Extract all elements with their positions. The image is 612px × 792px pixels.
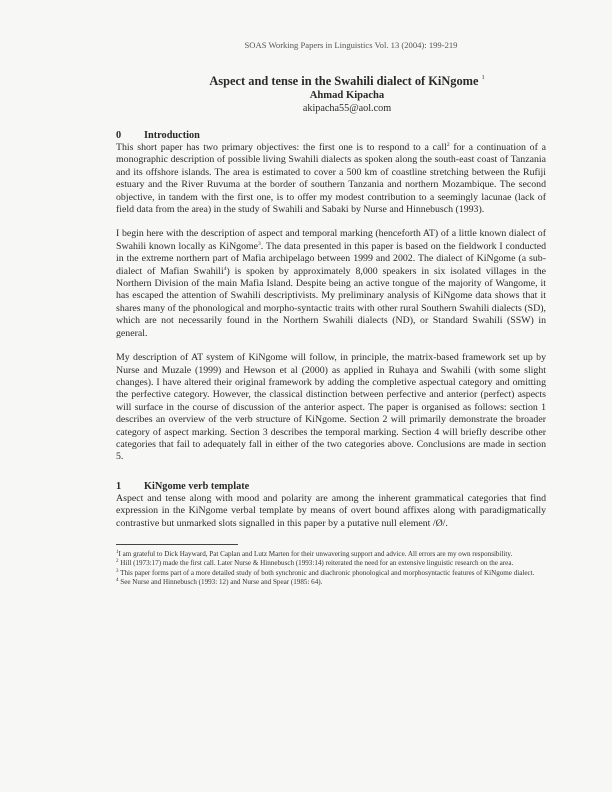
footnote-mark: 1 <box>116 549 119 555</box>
footnote-ref: 2 <box>446 142 450 148</box>
paragraph-text: ) is spoken by approximately 8,000 speakers in six isolated villages in the Northern Division of the main Mafia Island. Despite being an active tongue of the majority of Wangome, it has escaped the attention of Swahili descriptivists. My preliminary analysis of KiNgome data shows that it shares many of the phonological and morpho-syntactic traits with other rural Southern Swahili dialects (SD), which are not necessarily found in the Northern Swahili dialects (ND), or Standard Swahili (SSW) in general. <box>116 265 546 339</box>
paragraph-text: for a continuation of a monographic description of possible living Swahili dialects as spoken along the south-east coast of Tanzania and its offshore islands. The area is estimated to cover a 500 km of coastline stretching between the Rufiji estuary and the River Ruvuma at the border of southern Tanzania and northern Mozambique. The second objective, in tandem with the first one, is to offer my modest contribution to a seemingly lacunae (lack of field data from the area) in the study of Swahili and Sabaki by Nurse and Hinnebusch (1993). <box>116 142 546 216</box>
section-heading <box>116 480 546 493</box>
section-number: 0 <box>116 130 122 141</box>
footnote-text: See Nurse and Hinnebusch (1993: 12) and Nurse and Spear (1985: 64). <box>118 578 323 587</box>
paragraph <box>116 228 546 340</box>
paragraph-text: This short paper has two primary objectives: the first one is to respond to a call <box>116 142 447 153</box>
paragraph <box>116 493 546 530</box>
section-number: 1 <box>116 480 122 492</box>
title-footnote-mark: 1 <box>481 75 485 81</box>
running-header: SOAS Working Papers in Linguistics Vol. 13 (2004): 199-219 <box>244 40 458 50</box>
footnote <box>116 569 546 578</box>
paragraph <box>116 142 546 216</box>
section-title: KiNgome verb template <box>144 480 250 492</box>
section-heading <box>116 129 546 142</box>
author-email: akipacha55@aol.com <box>302 103 392 114</box>
footnote-ref: 3 <box>258 240 261 247</box>
footnote-text: I am grateful to Dick Hayward, Pat Caplan and Lutz Marten for their unwavering support and advice. All errors are my own responsibility. <box>118 549 513 558</box>
author-name: Ahmad Kipacha <box>309 90 385 101</box>
paper-title-text: Aspect and tense in the Swahili dialect of KiNgome <box>209 74 479 88</box>
footnote-divider <box>116 544 238 545</box>
footnote-mark: 3 <box>116 568 119 574</box>
paragraph-text: I begin here with the description of aspect and temporal marking (henceforth AT) of a little known dialect of Swahili known locally as KiNgome <box>116 228 546 252</box>
footnote-text: Hill (1973:17) made the first call. Later Nurse & Hinnebusch (1993:14) reiterated the need for an extensive linguistic research on the area. <box>118 559 514 568</box>
footnote-text: This paper forms part of a more detailed study of both synchronic and diachronic phonological and morphosyntactic features of KiNgome dialect. <box>118 568 535 577</box>
paragraph-text: . The data presented in this paper is based on the fieldwork I conducted in the extreme northern part of Mafia archipelago between 1999 and 2002. The dialect of KiNgome (a sub-dialect of Mafian Swahili <box>116 240 546 277</box>
section-verb-template <box>116 480 546 530</box>
footnote-mark: 4 <box>116 578 119 584</box>
section-introduction <box>116 129 546 464</box>
footnote <box>116 559 546 568</box>
footnote <box>116 578 546 587</box>
paragraph-text: Aspect and tense along with mood and polarity are among the inherent grammatical categories that find expression in the KiNgome verbal template by means of overt bound affixes along with paradigmatically contrastive but unmarked slots signalled in this paper by a putative null element /Ø/. <box>116 492 546 529</box>
paper-title <box>116 71 546 89</box>
paragraph-text: My description of AT system of KiNgome will follow, in principle, the matrix-based framework set up by Nurse and Muzale (1999) and Hewson et al (2000) as applied in Ruhaya and Swahili (with some slight changes). I have altered their original framework by adding the completive aspectual category and omitting the perfective category. However, the classical distinction between perfective and anterior (perfect) aspects will surface in the course of discussion of the anterior aspect. The paper is organised as follows: section 1 describes an overview of the verb structure of KiNgome. Section 2 will primarily demonstrate the broader category of aspect marking. Section 3 describes the temporal marking. Section 4 will briefly describe other categories that fail to adequately fall in either of the two categories above. Conclusions are made in section 5. <box>116 352 546 463</box>
footnotes <box>116 550 546 588</box>
paragraph <box>116 352 546 464</box>
footnote-ref: 4 <box>223 265 227 272</box>
footnote-mark: 2 <box>116 559 119 565</box>
section-title: Introduction <box>144 130 200 141</box>
footnote <box>116 550 546 559</box>
